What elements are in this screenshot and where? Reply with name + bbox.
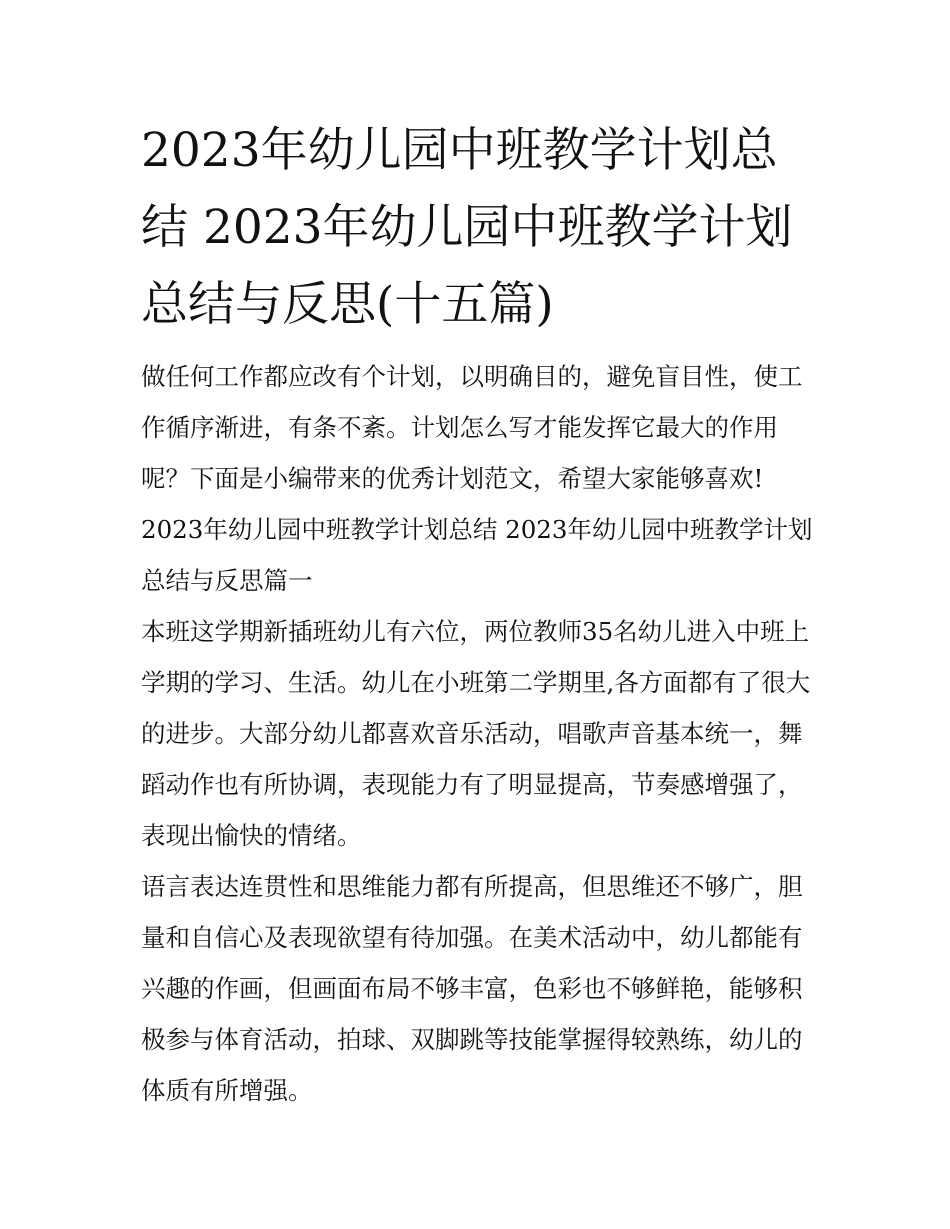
body-paragraph-language-art: 语言表达连贯性和思维能力都有所提高，但思维还不够广，胆量和自信心及表现欲望有待加强。在美术活动中，幼儿都能有兴趣的作画，但画面布局不够丰富，色彩也不够鲜艳，能够积极参与体育活动，拍球、双脚跳等技能掌握得较熟练，幼儿的体质有所增强。	[141, 872, 803, 1105]
document-page	[141, 112, 813, 1116]
section-heading: 2023年幼儿园中班教学计划总结 2023年幼儿园中班教学计划总结与反思篇一	[141, 515, 813, 595]
body-paragraph-class-overview: 本班这学期新插班幼儿有六位，两位教师35名幼儿进入中班上学期的学习、生活。幼儿在小班第二学期里,各方面都有了很大的进步。大部分幼儿都喜欢音乐活动，唱歌声音基本统一，舞蹈动作也有所协调，表现能力有了明显提高，节奏感增强了，表现出愉快的情绪。	[141, 617, 811, 850]
intro-paragraph: 做任何工作都应改有个计划，以明确目的，避免盲目性，使工作循序渐进，有条不紊。计划怎么写才能发挥它最大的作用呢？下面是小编带来的优秀计划范文，希望大家能够喜欢!	[141, 362, 803, 493]
document-title: 2023年幼儿园中班教学计划总结 2023年幼儿园中班教学计划总结与反思(十五篇)	[141, 123, 793, 332]
